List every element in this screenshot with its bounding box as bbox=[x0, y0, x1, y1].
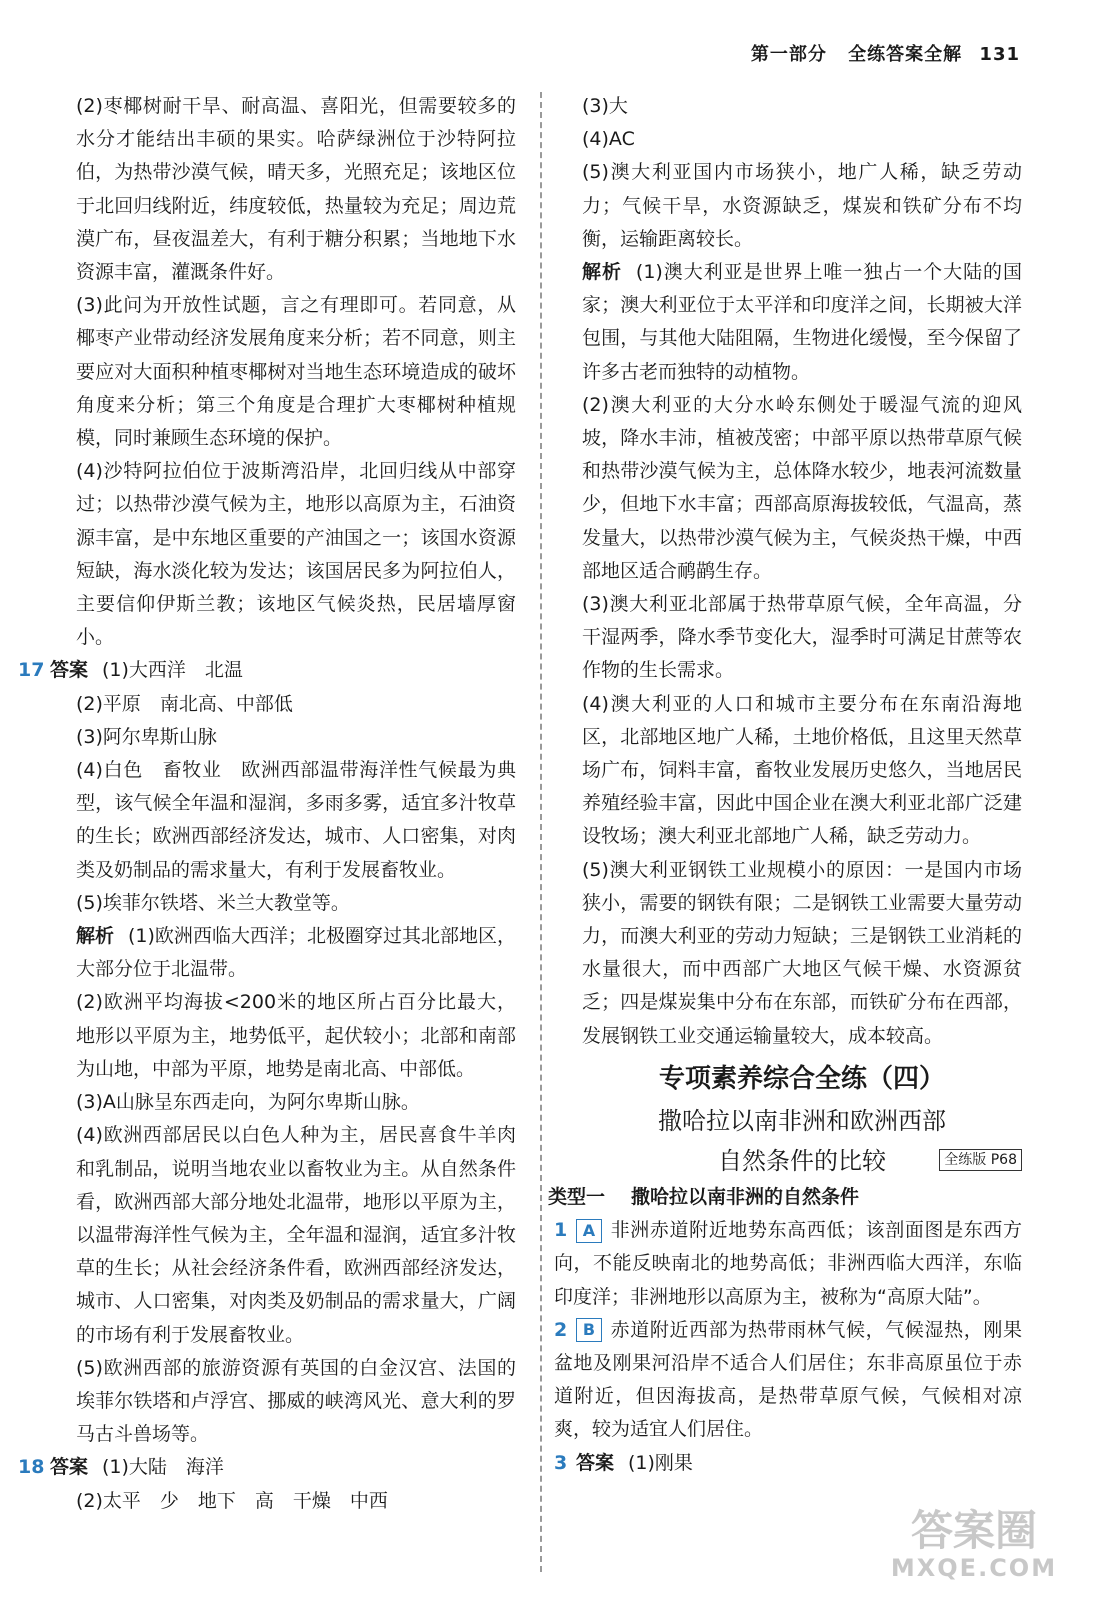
item-text: 赤道附近西部为热带雨林气候，气候湿热，刚果盆地及刚果河沿岸不适合人们居住；东非高原虽位于赤道附近，但因海拔高，是热带草原气候，气候相对凉爽，较为适宜人们居住。 bbox=[554, 1318, 1022, 1441]
paragraph: (2)枣椰树耐干旱、耐高温、喜阳光，但需要较多的水分才能结出丰硕的果实。哈萨绿洲位于沙特阿拉伯，为热带沙漠气候，晴天多，光照充足；该地区位于北回归线附近，纬度较低，热量较为充足；周边荒漠广布，昼夜温差大，有利于糖分积累；当地地下水资源丰富，灌溉条件好。 bbox=[76, 95, 516, 284]
type-title: 撒哈拉以南非洲的自然条件 bbox=[631, 1185, 860, 1208]
analysis-first bbox=[582, 256, 1022, 389]
page-number: 131 bbox=[979, 44, 1020, 65]
answer-line: (5)澳大利亚国内市场狭小，地广人稀，缺乏劳动力；气候干旱，水资源缺乏，煤炭和铁矿分布不均衡，运输距离较长。 bbox=[582, 161, 1022, 250]
answer-line: (3)阿尔卑斯山脉 bbox=[76, 725, 217, 748]
question-number: 1 bbox=[554, 1219, 568, 1242]
question-item bbox=[554, 1214, 1022, 1314]
question-number: 2 bbox=[554, 1318, 568, 1341]
answer-line: (2)太平 少 地下 高 干燥 中西 bbox=[76, 1489, 388, 1512]
type-heading bbox=[548, 1181, 1022, 1214]
analysis-line: (5)澳大利亚钢铁工业规模小的原因：一是国内市场狭小，需要的钢铁有限；二是钢铁工业需要大量劳动力，而澳大利亚的劳动力短缺；三是钢铁工业消耗的水量很大，而中西部广大地区气候干燥、水资源贫乏；四是煤炭集中分布在东部，而铁矿分布在西部，发展钢铁工业交通运输量较大，成本较高。 bbox=[582, 858, 1022, 1047]
analysis-tag: 解析 bbox=[76, 925, 115, 948]
header-title: 全练答案全解 bbox=[848, 44, 963, 65]
choice-box: B bbox=[576, 1318, 602, 1342]
header-section: 第一部分 bbox=[750, 44, 827, 65]
section-subtitle: 撒哈拉以南非洲和欧洲西部 bbox=[658, 1106, 946, 1135]
answer-text: (1)大陆 海洋 bbox=[102, 1456, 224, 1479]
answer-tag: 答案 bbox=[50, 1456, 89, 1479]
question-number: 17 bbox=[18, 659, 45, 682]
page-reference-badge: 全练版 P68 bbox=[939, 1149, 1022, 1171]
section-title: 专项素养综合全练（四） bbox=[658, 1063, 945, 1094]
question-number: 18 bbox=[18, 1456, 45, 1479]
watermark-logo: 答案圈 bbox=[910, 1506, 1037, 1555]
column-divider bbox=[540, 92, 542, 1572]
analysis-line: (3)澳大利亚北部属于热带草原气候，全年高温，分干湿两季，降水季节变化大，湿季时可满足甘蔗等农作物的生长需求。 bbox=[582, 593, 1022, 682]
answer-line: (3)大 bbox=[582, 95, 628, 117]
analysis-line: (4)澳大利亚的人口和城市主要分布在东南沿海地区，北部地区地广人稀，土地价格低，且这里天然草场广布，饲料丰富，畜牧业发展历史悠久，当地居民养殖经验丰富，因此中国企业在澳大利亚北部广泛建设牧场；澳大利亚北部地广人稀，缺乏劳动力。 bbox=[582, 692, 1022, 848]
answer-tag: 答案 bbox=[576, 1451, 615, 1474]
analysis-line: (2)欧洲平均海拔<200米的地区所占百分比最大，地形以平原为主，地势低平，起伏较小；北部和南部为山地，中部为平原，地势是南北高、中部低。 bbox=[76, 991, 516, 1080]
analysis-tag: 解析 bbox=[582, 261, 622, 284]
analysis-text: (1)澳大利亚是世界上唯一独占一个大陆的国家；澳大利亚位于太平洋和印度洋之间，长期被大洋包围，与其他大陆阻隔，生物进化缓慢，至今保留了许多古老而独特的动植物。 bbox=[582, 261, 1022, 383]
paragraph: (3)此问为开放性试题，言之有理即可。若同意，从椰枣产业带动经济发展角度来分析；若不同意，则主要应对大面积种植枣椰树对当地生态环境造成的破坏角度来分析；第三个角度是合理扩大枣椰树种植规模，同时兼顾生态环境的保护。 bbox=[76, 294, 516, 450]
watermark-url: MXQE.COM bbox=[890, 1554, 1058, 1582]
analysis-line: (4)欧洲西部居民以白色人种为主，居民喜食牛羊肉和乳制品，说明当地农业以畜牧业为主。从自然条件看，欧洲西部大部分地处北温带，地形以平原为主，以温带海洋性气候为主，全年温和湿润，适宜多汁牧草的生长；从社会经济条件看，欧洲西部经济发达，城市、人口密集，对肉类及奶制品的需求量大，广阔的市场有利于发展畜牧业。 bbox=[76, 1124, 516, 1346]
answer-line: (5)埃菲尔铁塔、米兰大教堂等。 bbox=[76, 891, 350, 914]
question-3-answer bbox=[554, 1447, 1022, 1480]
question-number: 3 bbox=[554, 1451, 568, 1474]
answer-text: (1)刚果 bbox=[628, 1451, 693, 1474]
page-header bbox=[751, 40, 1020, 66]
paragraph: (4)沙特阿拉伯位于波斯湾沿岸，北回归线从中部穿过；以热带沙漠气候为主，地形以高原为主，石油资源丰富，是中东地区重要的产油国之一；该国水资源短缺，海水淡化较为发达；该国居民多为阿拉伯人，主要信仰伊斯兰教；该地区气候炎热，民居墙厚窗小。 bbox=[76, 460, 516, 649]
analysis-line: (5)欧洲西部的旅游资源有英国的白金汉宫、法国的埃菲尔铁塔和卢浮宫、挪威的峡湾风光、意大利的罗马古斗兽场等。 bbox=[76, 1356, 516, 1446]
type-label: 类型一 bbox=[548, 1185, 606, 1208]
analysis-line: (2)澳大利亚的大分水岭东侧处于暖湿气流的迎风坡，降水丰沛，植被茂密；中部平原以热带草原气候和热带沙漠气候为主，总体降水较少，地表河流数量少，但地下水丰富；西部高原海拔较低，气温高，蒸发量大，以热带沙漠气候为主，气候炎热干燥，中西部地区适合鸸鹋生存。 bbox=[582, 393, 1022, 582]
answer-text: (1)大西洋 北温 bbox=[102, 659, 243, 682]
item-text: 非洲赤道附近地势东高西低；该剖面图是东西方向，不能反映南北的地势高低；非洲西临大西洋，东临印度洋；非洲地形以高原为主，被称为“高原大陆”。 bbox=[554, 1219, 1022, 1308]
answer-line: (2)平原 南北高、中部低 bbox=[76, 692, 293, 715]
analysis-line: (3)A山脉呈东西走向，为阿尔卑斯山脉。 bbox=[76, 1091, 420, 1114]
left-column bbox=[18, 90, 516, 1518]
question-17-answer bbox=[18, 654, 516, 687]
analysis-text: (1)欧洲西临大西洋；北极圈穿过其北部地区，大部分位于北温带。 bbox=[76, 925, 516, 981]
site-watermark bbox=[874, 1508, 1074, 1588]
question-18-answer bbox=[18, 1451, 516, 1484]
answer-line: (4)白色 畜牧业 欧洲西部温带海洋性气候最为典型，该气候全年温和湿润，多雨多雾，适宜多汁牧草的生长；欧洲西部经济发达，城市、人口密集，对肉类及奶制品的需求量大，有利于发展畜牧业。 bbox=[76, 759, 516, 881]
answer-tag: 答案 bbox=[50, 659, 89, 682]
choice-box: A bbox=[576, 1219, 602, 1243]
section-subtitle-row bbox=[582, 1141, 1022, 1181]
right-column bbox=[548, 90, 1022, 1480]
section-subtitle-2: 自然条件的比较 bbox=[718, 1146, 886, 1175]
question-item bbox=[554, 1314, 1022, 1447]
analysis-first bbox=[76, 920, 516, 986]
answer-line: (4)AC bbox=[582, 128, 635, 151]
